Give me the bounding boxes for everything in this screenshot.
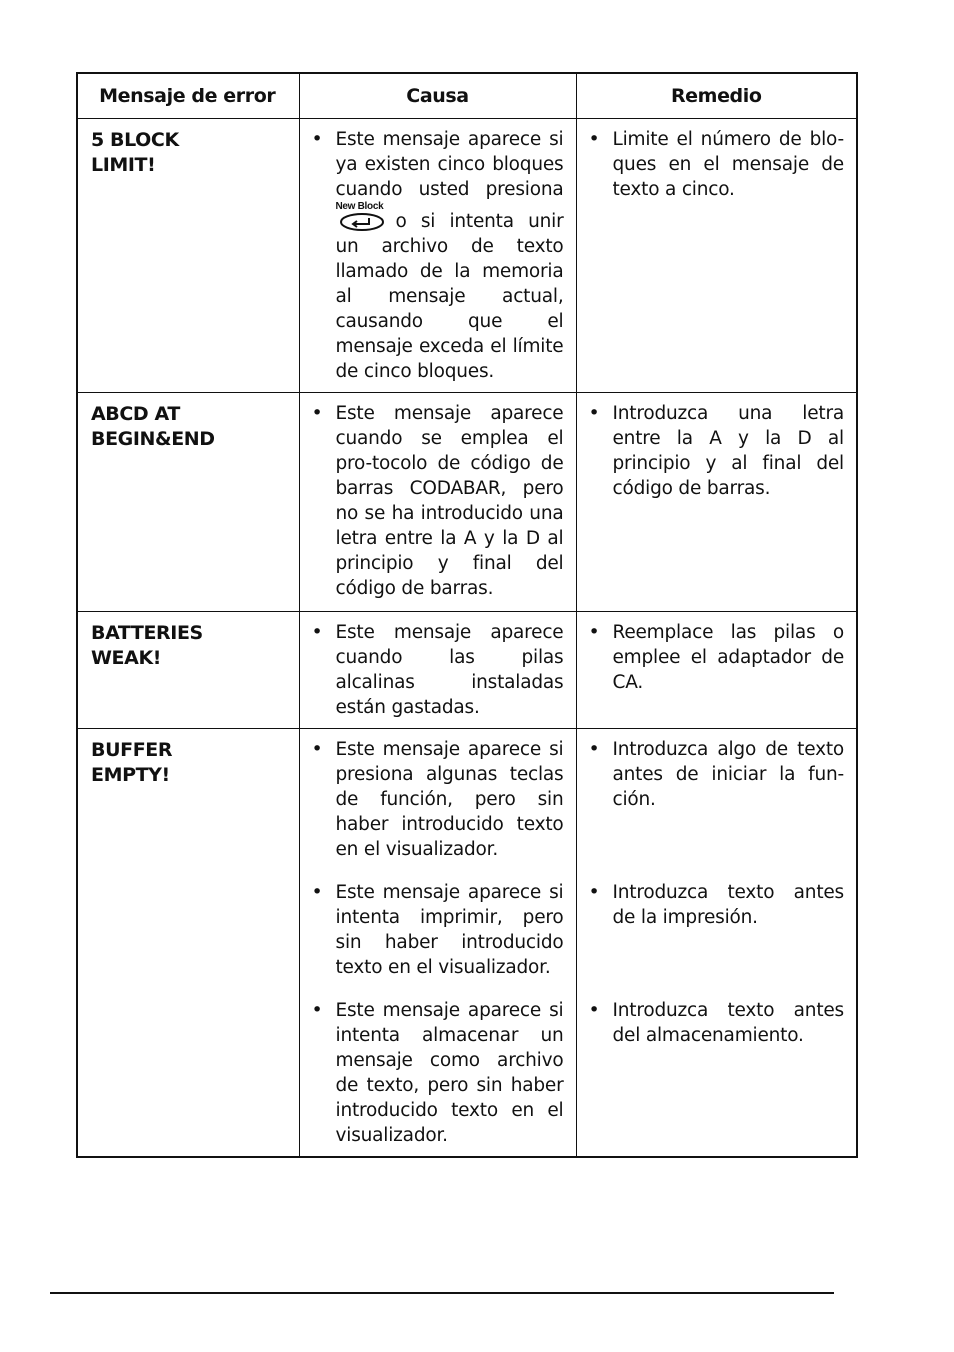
remedy-text: Introduzca algo de texto antes de iniciar la fun-ción. [612,739,844,810]
remedy-cell [576,119,857,393]
bullet-icon: • [588,881,600,903]
error-message-line: BATTERIES [91,622,203,644]
bullet-icon: • [311,402,323,424]
error-message-line: 5 BLOCK [91,129,179,151]
header-error-message: Mensaje de error [77,73,299,119]
footer-rule [50,1292,834,1294]
table-row [77,393,857,612]
error-message-line: WEAK! [91,647,162,669]
cause-text-continued: o si intenta unir un archivo de texto llamado de la memoria al mensaje actual, causando que el mensaje exceda el límite de cinco bloques. [335,211,564,382]
bullet-icon: • [588,738,600,760]
return-key-icon [338,212,386,232]
remedy-cell [576,393,857,612]
key-label: New Block [335,201,384,212]
cause-text: Este mensaje aparece cuando las pilas alcalinas instaladas están gastadas. [335,622,564,718]
error-message-line: EMPTY! [91,764,170,786]
remedy-text: Introduzca texto antes de la impresión. [612,882,844,928]
error-message-line: BUFFER [91,739,173,761]
table-row [77,729,857,1158]
cause-item [312,737,564,862]
error-message-line: LIMIT! [91,154,156,176]
cause-cell [299,393,576,612]
cause-text: Este mensaje aparece cuando se emplea el pro-tocolo de código de barras CODABAR, pero no se ha introducido una letra entre la A y la D al principio y final del código de barras. [335,403,564,599]
cause-item [312,998,564,1148]
error-message-cell [77,393,299,612]
remedy-item [589,401,845,501]
remedy-text: Limite el número de blo-ques en el mensaje de texto a cinco. [612,129,844,200]
error-message-line: BEGIN&END [91,428,215,450]
cause-text: Este mensaje aparece si intenta imprimir, pero sin haber introducido texto en el visualizador. [335,882,564,978]
remedy-text: Introduzca una letra entre la A y la D al principio y al final del código de barras. [612,403,844,499]
bullet-icon: • [311,999,323,1021]
cause-item [312,880,564,980]
header-remedy: Remedio [576,73,857,119]
remedy-text: Reemplace las pilas o emplee el adaptador de CA. [612,622,844,693]
remedy-cell [576,729,857,1158]
cause-text: Este mensaje aparece si ya existen cinco bloques cuando usted presiona [335,129,564,200]
remedy-item [589,127,845,202]
bullet-icon: • [311,881,323,903]
table-row [77,612,857,729]
error-messages-table [76,72,858,1158]
cause-item [312,401,564,601]
error-message-cell [77,729,299,1158]
remedy-item [589,998,845,1048]
bullet-icon: • [588,621,600,643]
table-row [77,119,857,393]
error-message-line: ABCD AT [91,403,180,425]
cause-cell [299,119,576,393]
bullet-icon: • [588,128,600,150]
table-header-row [77,73,857,119]
error-message-cell [77,612,299,729]
bullet-icon: • [588,999,600,1021]
bullet-icon: • [311,738,323,760]
remedy-item [589,880,845,980]
bullet-icon: • [311,128,323,150]
cause-cell [299,612,576,729]
cause-text: Este mensaje aparece si presiona algunas teclas de función, pero sin haber introducido texto en el visualizador. [335,739,564,860]
header-cause: Causa [299,73,576,119]
error-message-cell [77,119,299,393]
remedy-text: Introduzca texto antes del almacenamiento. [612,1000,844,1046]
remedy-item [589,620,845,695]
new-block-key-icon [336,202,390,234]
remedy-cell [576,612,857,729]
cause-item [312,127,564,384]
remedy-item [589,737,845,862]
cause-item [312,620,564,720]
cause-cell [299,729,576,1158]
cause-text: Este mensaje aparece si intenta almacenar un mensaje como archivo de texto, pero sin haber introducido texto en el visualizador. [335,1000,564,1146]
bullet-icon: • [588,402,600,424]
bullet-icon: • [311,621,323,643]
